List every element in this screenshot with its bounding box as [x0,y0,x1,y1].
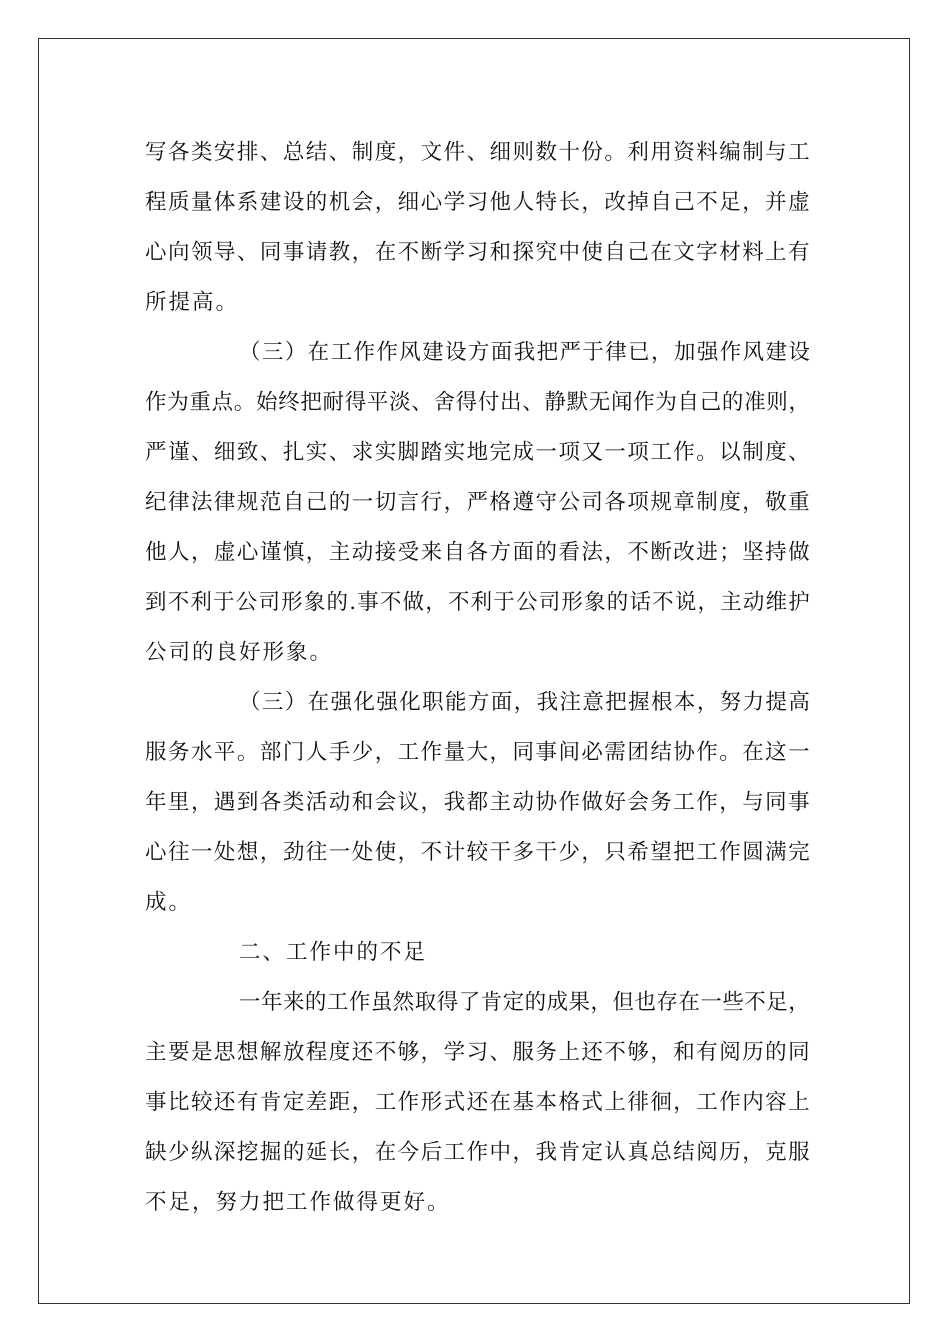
text-line: 心 往 一 处 想 ， 劲 往 一 处 使 ， 不 计 较 干 多 干 少 ， 只 希 望 把 工 作 圆 满 完 [145,840,810,865]
text-line: 程 质 量 体 系 建 设 的 机 会 ， 细 心 学 习 他 人 特 长 ， 改 掉 自 己 不 足 ， 并 虚 [145,190,810,215]
text-line: 写 各 类 安 排 、 总 结 、 制 度 ， 文 件 、 细 则 数 十 份 。 利 用 资 料 编 制 与 工 [145,140,810,165]
text-line: 成。 [145,890,193,915]
text-line: 纪 律 法 律 规 范 自 己 的 一 切 言 行 ， 严 格 遵 守 公 司 各 项 规 章 制 度 ， 敬 重 [145,490,810,515]
text-line: 年 里 ， 遇 到 各 类 活 动 和 会 议 ， 我 都 主 动 协 作 做 好 会 务 工 作 ， 与 同 事 [145,790,810,815]
paragraph-work-style [145,328,810,678]
text-line: 所提高。 [145,290,240,315]
text-line: 公司的良好形象。 [145,640,334,665]
text-line: 服 务 水 平 。 部 门 人 手 少 ， 工 作 量 大 ， 同 事 间 必 需 团 结 协 作 。 在 这 一 [145,740,810,765]
text-line: 一 年 来 的 工 作 虽 然 取 得 了 肯 定 的 成 果 ， 但 也 存 在 一 些 不 足 ， [239,990,810,1015]
text-line: 缺 少 纵 深 挖 掘 的 延 长 ， 在 今 后 工 作 中 ， 我 肯 定 认 真 总 结 阅 历 ， 克 服 [145,1140,810,1165]
section-heading [145,928,810,978]
heading-text: 二、工作中的不足 [239,940,428,965]
text-line: 主 要 是 思 想 解 放 程 度 还 不 够 ， 学 习 、 服 务 上 还 不 够 ， 和 有 阅 历 的 同 [145,1040,810,1065]
text-line: 心 向 领 导 、 同 事 请 教 ， 在 不 断 学 习 和 探 究 中 使 自 己 在 文 字 材 料 上 有 [145,240,810,265]
document-body [145,128,810,1228]
paragraph-functions [145,678,810,928]
text-line: 作 为 重 点 。 始 终 把 耐 得 平 淡 、 舍 得 付 出 、 静 默 无 闻 作 为 自 己 的 准 则 ， [145,390,810,415]
text-line: （ 三 ） 在 工 作 作 风 建 设 方 面 我 把 严 于 律 已 ， 加 强 作 风 建 设 [239,340,810,365]
paragraph-shortcomings [145,978,810,1228]
text-line: 不足，努力把工作做得更好。 [145,1190,451,1215]
text-line: 事 比 较 还 有 肯 定 差 距 ， 工 作 形 式 还 在 基 本 格 式 上 徘 徊 ， 工 作 内 容 上 [145,1090,810,1115]
text-line: 严 谨 、 细 致 、 扎 实 、 求 实 脚 踏 实 地 完 成 一 项 又 一 项 工 作 。 以 制 度 、 [145,440,810,465]
paragraph-continuation [145,128,810,328]
text-line: 他 人 ， 虚 心 谨 慎 ， 主 动 接 受 来 自 各 方 面 的 看 法 ， 不 断 改 进 ； 坚 持 做 [145,540,810,565]
text-line: 到 不 利 于 公 司 形 象 的 . 事 不 做 ， 不 利 于 公 司 形 象 的 话 不 说 ， 主 动 维 护 [145,590,810,615]
text-line: （ 三 ） 在 强 化 强 化 职 能 方 面 ， 我 注 意 把 握 根 本 ， 努 力 提 高 [239,690,810,715]
